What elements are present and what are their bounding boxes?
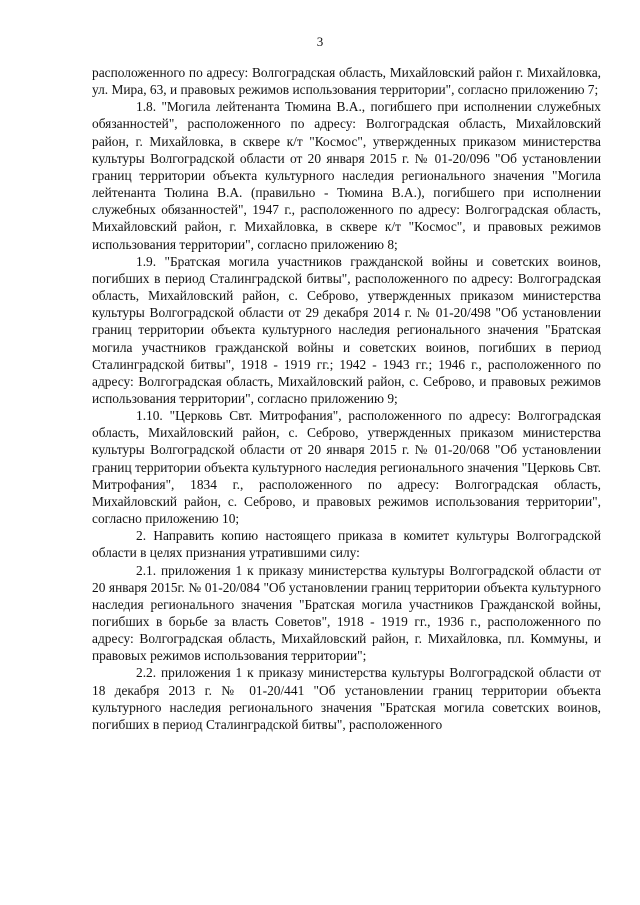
paragraph-continuation: расположенного по адресу: Волгоградская область, Михайловский район г. Михайловка, ул. Мира, 63, и правовых режимов использования территории", согласно приложению 7; [92, 65, 601, 98]
paragraph-1-8: 1.8. "Могила лейтенанта Тюмина В.А., погибшего при исполнении служебных обязанностей", расположенного по адресу: Волгоградская область, Михайловский район, г. Михайловка, в сквере к/т "Космос", утвержденных приказом министерства культуры Волгоградской области от 20 января 2015 г. № 01-20/096 "Об установлении границ территории объекта культурного наследия регионального значения "Могила лейтенанта Тюлина В.А. (правильно - Тюмина В.А.), погибшего при исполнении служебных обязанностей", 1947 г., расположенного по адресу: Волгоградская область, Михайловский район, г. Михайловка, в сквере к/т "Космос", и правовых режимов использования территории", согласно приложению 8; [92, 99, 601, 252]
paragraph-1-10: 1.10. "Церковь Свт. Митрофания", расположенного по адресу: Волгоградская область, Михайловский район, с. Себрово, утвержденных приказом министерства культуры Волгоградской области от 20 января 2015 г. № 01-20/068 "Об установлении границ территории объекта культурного наследия регионального значения "Церковь Свт. Митрофания", 1834 г., расположенного по адресу: Волгоградская область, Михайловский район, с. Себрово, и правовых режимов использования территории", согласно приложению 10; [92, 408, 601, 527]
page-number: 3 [316, 34, 324, 49]
paragraph-2-2: 2.2. приложения 1 к приказу министерства культуры Волгоградской области от 18 декабря 2013 г. № 01-20/441 "Об установлении границ территории объекта культурного наследия регионального значения "Братская могила советских воинов, погибших в период Сталинградской битвы", расположенного [92, 665, 601, 732]
paragraph-2: 2. Направить копию настоящего приказа в комитет культуры Волгоградской области в целях признания утратившими силу: [92, 528, 601, 561]
paragraph-2-1: 2.1. приложения 1 к приказу министерства культуры Волгоградской области от 20 января 2015г. № 01-20/084 "Об установлении границ территории объекта культурного наследия регионального значения "Братская могила участников Гражданской войны, погибших в борьбе за власть Советов", 1918 - 1919 гг., 1936 г., расположенного по адресу: Волгоградская область, Михайловский район, г. Михайловка, пл. Коммуны, и правовых режимов использования территории"; [92, 562, 601, 664]
document-body [92, 64, 601, 733]
paragraph-1-9: 1.9. "Братская могила участников гражданской войны и советских воинов, погибших в период Сталинградской битвы", расположенного по адресу: Волгоградская область, Михайловский район, с. Себрово, утвержденных приказом министерства культуры Волгоградской области от 29 декабря 2014 г. № 01-20/498 "Об установлении границ территории объекта культурного наследия регионального значения "Братская могила участников гражданской войны и советских воинов, погибших в период Сталинградской битвы", 1918 - 1919 гг.; 1942 - 1943 гг.; 1946 г., расположенного по адресу: Волгоградская область, Михайловский район, с. Себрово, и правовых режимов использования территории", согласно приложению 9; [92, 253, 601, 406]
